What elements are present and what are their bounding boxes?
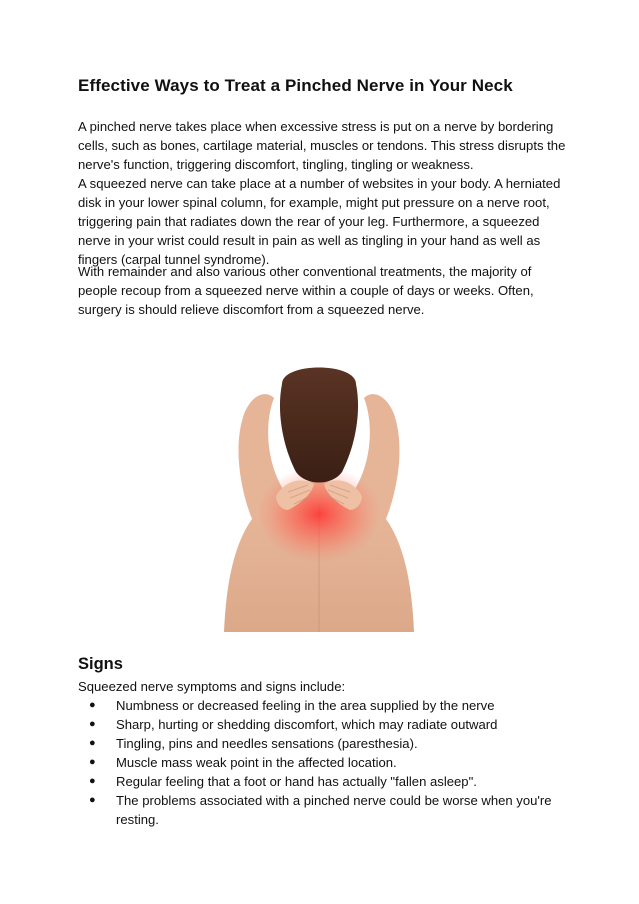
list-item-text: Numbness or decreased feeling in the area supplied by the nerve [116,698,495,713]
recovery-paragraph [78,262,578,319]
list-item [78,734,578,753]
intro-paragraph [78,117,578,269]
bullet-icon: ● [89,794,96,806]
list-item-text: Muscle mass weak point in the affected location. [116,755,397,770]
bullet-icon: ● [89,775,96,787]
list-item [78,772,578,791]
paragraph-line: disk in your lower spinal column, for example, might put pressure on a nerve root, [78,195,550,210]
list-item [78,696,578,715]
list-item [78,715,578,734]
list-item-text: Tingling, pins and needles sensations (paresthesia). [116,736,418,751]
list-item-text: The problems associated with a pinched nerve could be worse when you're [116,793,552,808]
bullet-icon: ● [89,756,96,768]
neck-pain-illustration [204,354,434,632]
bullet-icon: ● [89,699,96,711]
list-item [78,791,578,829]
paragraph-line: surgery is should relieve discomfort from a squeezed nerve. [78,302,425,317]
paragraph-line: triggering pain that radiates down the rear of your leg. Furthermore, a squeezed [78,214,540,229]
paragraph-line: fingers (carpal tunnel syndrome). [78,252,270,267]
paragraph-line: nerve's function, triggering discomfort, tingling, tingling or weakness. [78,157,474,172]
article-title: Effective Ways to Treat a Pinched Nerve in Your Neck [78,76,513,95]
list-item-text: Regular feeling that a foot or hand has actually "fallen asleep". [116,774,477,789]
paragraph-line: cells, such as bones, cartilage material, muscles or tendons. This stress disrupts the [78,138,566,153]
signs-heading: Signs [78,655,123,673]
paragraph-line: A pinched nerve takes place when excessive stress is put on a nerve by bordering [78,119,554,134]
symptoms-list [78,696,578,829]
paragraph-line: A squeezed nerve can take place at a number of websites in your body. A herniated [78,176,561,191]
paragraph-line: people recoup from a squeezed nerve within a couple of days or weeks. Often, [78,283,534,298]
bullet-icon: ● [89,718,96,730]
paragraph-line: nerve in your wrist could result in pain as well as tingling in your hand as well as [78,233,541,248]
list-item-text: resting. [116,812,159,827]
list-item [78,753,578,772]
signs-intro: Squeezed nerve symptoms and signs include: [78,679,346,694]
bullet-icon: ● [89,737,96,749]
list-item-text: Sharp, hurting or shedding discomfort, which may radiate outward [116,717,498,732]
paragraph-line: With remainder and also various other conventional treatments, the majority of [78,264,532,279]
